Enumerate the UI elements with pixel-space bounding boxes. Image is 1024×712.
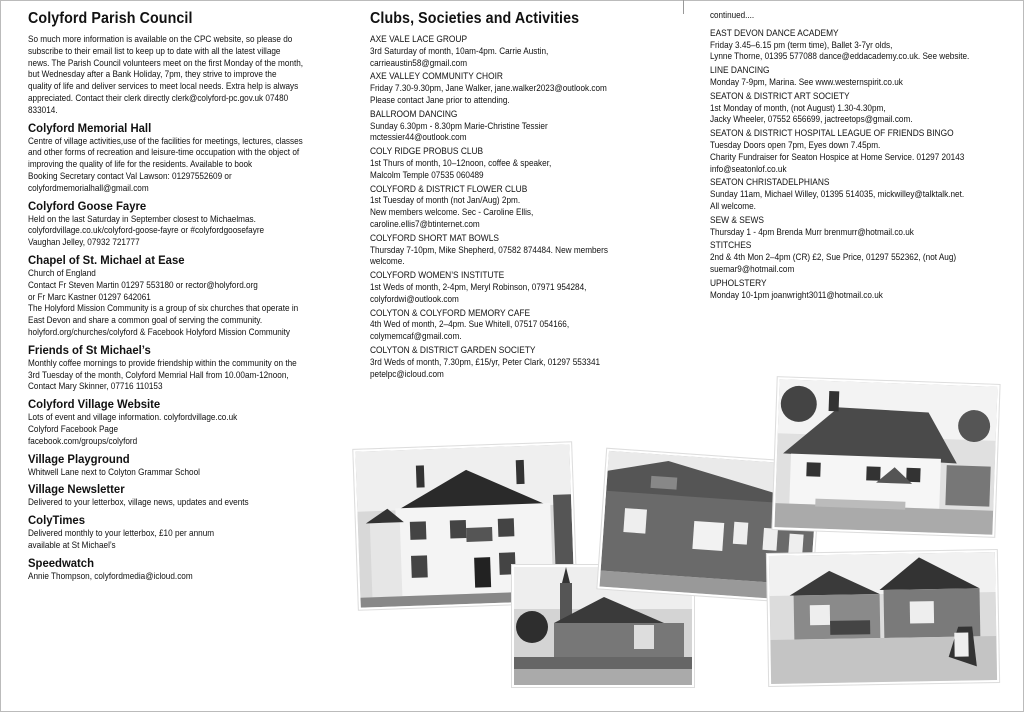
club-detail-line: Friday 3.45–6.15 pm (term time), Ballet 3-7yr olds, xyxy=(710,39,893,50)
village-street-photo xyxy=(767,550,999,686)
club-title: LINE DANCING xyxy=(710,65,770,76)
club-detail-line: carrieaustin58@gmail.com xyxy=(370,57,468,68)
section-line: improving the quality of life for the residents. Available to book xyxy=(28,159,253,170)
section-line: Delivered monthly to your letterbox, £10 per annum xyxy=(28,528,215,539)
section-body xyxy=(28,268,328,339)
club-detail-line: Monday 7-9pm, Marina. See www.westernspirit.co.uk xyxy=(710,76,903,87)
section-body xyxy=(28,571,328,583)
club-detail-line: info@seatonlof.co.uk xyxy=(710,163,787,174)
section-line: Contact Mary Skinner, 07716 110153 xyxy=(28,381,163,392)
intro-line: quality of life and deliver services to meet local needs. Extra help is always xyxy=(28,81,299,92)
section-line: Booking Secretary contact Val Lawson: 01297552609 or xyxy=(28,170,232,181)
club-detail-line: petelpc@icloud.com xyxy=(370,368,444,379)
club-title: COLYFORD WOMEN’S INSTITUTE xyxy=(370,270,505,281)
clubs-continued-column xyxy=(710,10,1010,301)
club-detail-line: 1st Thurs of month, 10–12noon, coffee & speaker, xyxy=(370,157,552,168)
club-title: SEATON CHRISTADELPHIANS xyxy=(710,177,830,188)
club-detail-line: suemar9@hotmail.com xyxy=(710,263,795,274)
village-sections xyxy=(28,121,328,583)
section-line: Colyford Facebook Page xyxy=(28,423,119,434)
section-title: Village Newsletter xyxy=(28,482,125,497)
club-title: SEATON & DISTRICT HOSPITAL LEAGUE OF FRIENDS BINGO xyxy=(710,128,954,139)
section-title: Village Playground xyxy=(28,451,130,466)
clubs-continued-list xyxy=(710,28,1010,302)
club-detail-line: Lynne Thorne, 01395 577088 dance@eddacademy.co.uk. See website. xyxy=(710,51,970,62)
club-title: COLYTON & COLYFORD MEMORY CAFE xyxy=(370,307,531,318)
club-title: UPHOLSTERY xyxy=(710,277,767,288)
club-title: COLYTON & DISTRICT GARDEN SOCIETY xyxy=(370,344,536,355)
club-detail-line: Please contact Jane prior to attending. xyxy=(370,94,510,105)
parish-council-intro xyxy=(28,34,328,117)
section-body xyxy=(28,358,328,393)
section-body xyxy=(28,412,328,447)
section-line: colyfordvillage.co.uk/colyford-goose-fayre or #colyfordgoosefayre xyxy=(28,225,265,236)
section-line: holyford.org/churches/colyford & Facebook Holyford Mission Community xyxy=(28,326,291,337)
club-detail-line: 1st Monday of month, (not August) 1.30-4.30pm, xyxy=(710,102,886,113)
section-title: Colyford Memorial Hall xyxy=(28,120,152,135)
club-detail-line: 1st Tuesday of month (not Jan/Aug) 2pm. xyxy=(370,195,521,206)
section-title: Chapel of St. Michael at Ease xyxy=(28,252,185,267)
fold-mark xyxy=(683,0,684,14)
club-detail-line: welcome. xyxy=(370,256,405,267)
club-detail-line: All welcome. xyxy=(710,200,756,211)
section-line: Annie Thompson, colyfordmedia@icloud.com xyxy=(28,570,193,581)
section-line: The Holyford Mission Community is a group of six churches that operate in xyxy=(28,303,299,314)
club-title: AXE VALE LACE GROUP xyxy=(370,34,468,44)
club-detail-line: Friday 7.30-9.30pm, Jane Walker, jane.walker2023@outlook.com xyxy=(370,83,607,94)
club-detail-line: Sunday 11am, Michael Willey, 01395 514035, mickwilley@talktalk.net. xyxy=(710,189,965,200)
section-line: Lots of event and village information. colyfordvillage.co.uk xyxy=(28,412,238,423)
section-line: Vaughan Jelley, 07932 721777 xyxy=(28,237,140,248)
club-detail-line: 3rd Saturday of month, 10am-4pm. Carrie Austin, xyxy=(370,45,549,56)
club-title: SEATON & DISTRICT ART SOCIETY xyxy=(710,90,850,101)
section-line: Delivered to your letterbox, village news, updates and events xyxy=(28,497,249,508)
section-title: ColyTimes xyxy=(28,513,86,528)
section-title: Colyford Goose Fayre xyxy=(28,198,147,213)
section-body xyxy=(28,136,328,195)
club-detail-line: caroline.ellis7@btinternet.com xyxy=(370,218,480,229)
club-title: SEW & SEWS xyxy=(710,214,764,225)
section-line: Whitwell Lane next to Colyton Grammar School xyxy=(28,466,200,477)
club-detail-line: Malcolm Temple 07535 060489 xyxy=(370,169,484,180)
club-title: BALLROOM DANCING xyxy=(370,108,458,119)
club-detail-line: Sunday 6.30pm - 8.30pm Marie-Christine Tessier xyxy=(370,120,548,131)
club-detail-line: 4th Wed of month, 2–4pm. Sue Whitell, 07517 054166, xyxy=(370,319,570,330)
section-line: Church of England xyxy=(28,267,96,278)
section-line: facebook.com/groups/colyford xyxy=(28,435,138,446)
club-title: STITCHES xyxy=(710,240,752,251)
club-detail-line: Jacky Wheeler, 07552 656699, jactreetops@gmail.com. xyxy=(710,114,913,125)
parish-council-heading: Colyford Parish Council xyxy=(28,10,193,27)
section-line: Held on the last Saturday in September closest to Michaelmas. xyxy=(28,213,256,224)
club-detail-line: colyfordwi@outlook.com xyxy=(370,293,459,304)
clubs-heading: Clubs, Societies and Activities xyxy=(370,10,580,27)
section-body xyxy=(28,528,328,552)
club-title: COLY RIDGE PROBUS CLUB xyxy=(370,146,484,157)
clubs-column xyxy=(370,10,660,380)
section-body xyxy=(28,214,328,249)
intro-line: appreciated. Contact their clerk directly clerk@colyford-pc.gov.uk 07480 xyxy=(28,92,289,103)
club-title: COLYFORD & DISTRICT FLOWER CLUB xyxy=(370,183,528,194)
club-title: EAST DEVON DANCE ACADEMY xyxy=(710,27,839,38)
section-line: Contact Fr Steven Martin 01297 553180 or rector@holyford.org xyxy=(28,279,258,290)
club-detail-line: Thursday 1 - 4pm Brenda Murr brenmurr@hotmail.co.uk xyxy=(710,226,914,237)
section-line: 3rd Tuesday of the month, Colyford Memrial Hall from 10.00am-12noon, xyxy=(28,369,289,380)
club-detail-line: Tuesday Doors open 7pm, Eyes down 7.45pm. xyxy=(710,139,881,150)
section-line: Monthly coffee mornings to provide friendship within the community on the xyxy=(28,357,297,368)
section-line: and other forms of recreation and leisure-time occupation with the object of xyxy=(28,147,300,158)
intro-line: news. The Parish Council volunteers meet on the first Monday of the month, xyxy=(28,57,304,68)
club-detail-line: 1st Weds of month, 2-4pm, Meryl Robinson, 07971 954284, xyxy=(370,281,587,292)
club-detail-line: New members welcome. Sec - Caroline Ellis, xyxy=(370,207,534,218)
section-line: East Devon and share a common goal of serving the community. xyxy=(28,315,263,326)
section-line: Centre of village activities,use of the facilities for meetings, lectures, classes xyxy=(28,135,303,146)
club-detail-line: Charity Fundraiser for Seaton Hospice at Home Service. 01297 20143 xyxy=(710,151,965,162)
parish-council-column xyxy=(28,10,328,583)
clubs-list xyxy=(370,34,660,380)
intro-line: but Wednesday after a Bank Holiday, 7pm, they strive to improve the xyxy=(28,69,277,80)
club-detail-line: Monday 10-1pm joanwright3011@hotmail.co.uk xyxy=(710,289,883,300)
section-title: Speedwatch xyxy=(28,555,95,570)
club-title: AXE VALLEY COMMUNITY CHOIR xyxy=(370,71,503,82)
intro-line: 833014. xyxy=(28,104,58,115)
section-body xyxy=(28,497,328,509)
section-line: available at St Michael’s xyxy=(28,539,116,550)
section-line: or Fr Marc Kastner 01297 642061 xyxy=(28,291,151,302)
section-title: Friends of St Michael’s xyxy=(28,342,151,357)
section-line: colyfordmemorialhall@gmail.com xyxy=(28,182,149,193)
club-detail-line: 2nd & 4th Mon 2–4pm (CR) £2, Sue Price, 01297 552362, (not Aug) xyxy=(710,252,957,263)
club-title: COLYFORD SHORT MAT BOWLS xyxy=(370,232,499,243)
section-body xyxy=(28,467,328,479)
intro-line: subscribe to their email list to keep up to date with all the latest village xyxy=(28,45,281,56)
section-title: Colyford Village Website xyxy=(28,397,161,412)
club-detail-line: mctessier44@outlook.com xyxy=(370,132,467,143)
intro-line: So much more information is available on the CPC website, so please do xyxy=(28,34,293,44)
continued-label: continued.... xyxy=(710,10,755,20)
club-detail-line: Thursday 7-10pm, Mike Shepherd, 07582 874484. New members xyxy=(370,244,608,255)
thatched-cottage-photo xyxy=(772,377,999,537)
club-detail-line: 3rd Weds of month, 7.30pm, £15/yr, Peter Clark, 01297 553341 xyxy=(370,356,601,367)
club-detail-line: colymemcaf@gmail.com. xyxy=(370,331,462,342)
